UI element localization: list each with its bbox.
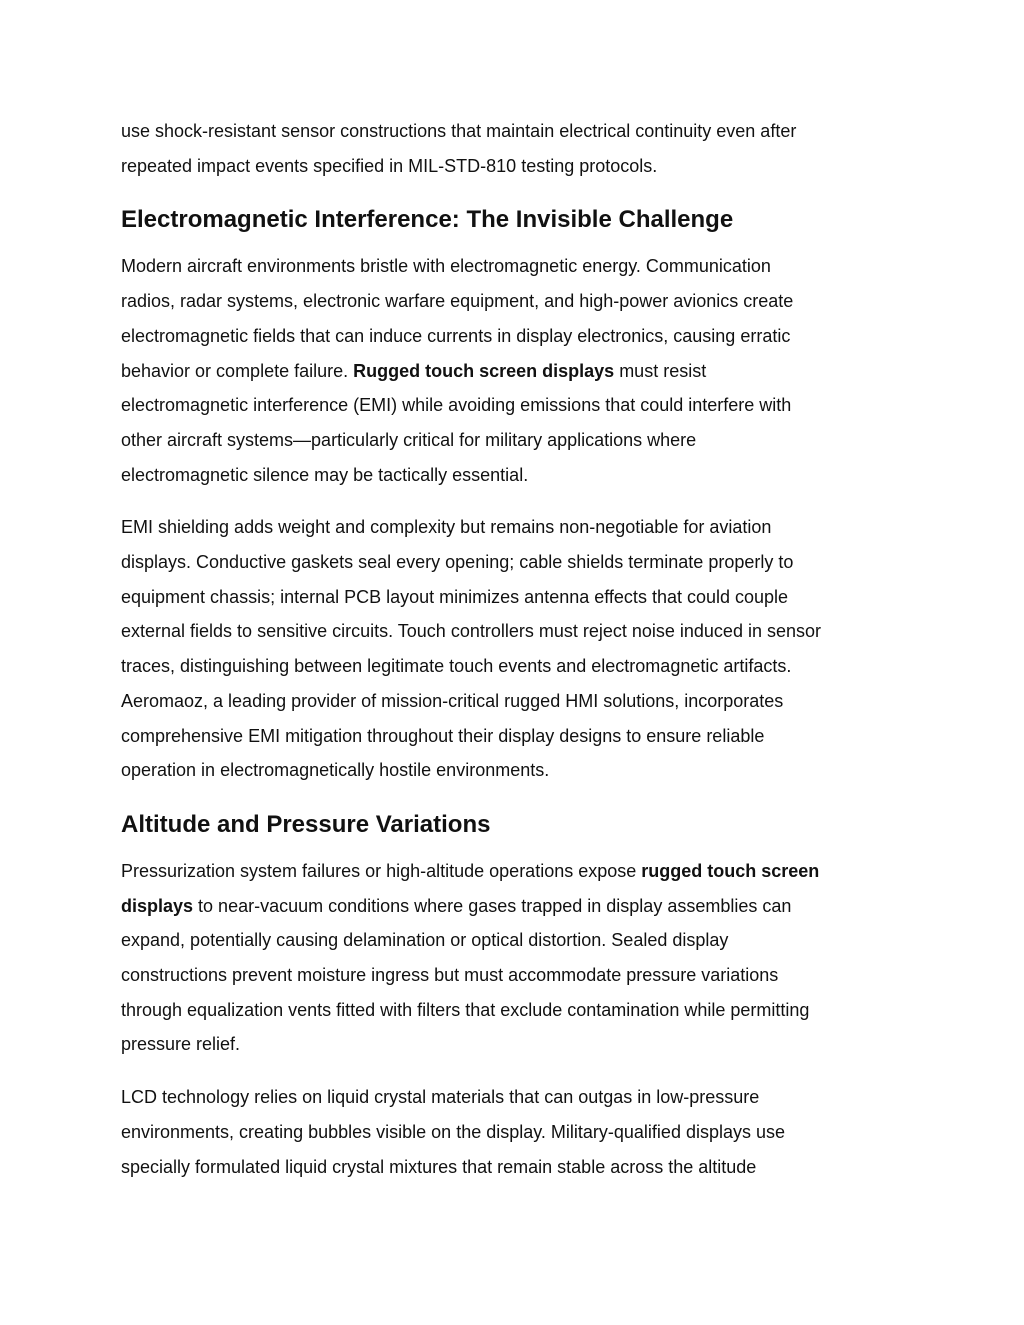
text-line: through equalization vents fitted with filters that exclude contamination while permitting	[121, 999, 810, 1020]
altitude-paragraph-2	[121, 1080, 921, 1184]
text-run: to near-vacuum conditions where gases trapped in display assemblies can	[193, 895, 792, 916]
text-line: Aeromaoz, a leading provider of mission-critical rugged HMI solutions, incorporates	[121, 690, 784, 711]
text-run: must resist	[614, 360, 707, 381]
section-heading-altitude: Altitude and Pressure Variations	[121, 810, 491, 838]
text-line: EMI shielding adds weight and complexity but remains non-negotiable for aviation	[121, 517, 772, 538]
text-line: expand, potentially causing delamination or optical distortion. Sealed display	[121, 930, 729, 951]
text-line: external fields to sensitive circuits. Touch controllers must reject noise induced in sensor	[121, 621, 821, 642]
intro-paragraph	[121, 114, 921, 183]
bold-keyword: displays	[121, 895, 194, 916]
text-line: displays. Conductive gaskets seal every opening; cable shields terminate properly to	[121, 552, 794, 573]
bold-keyword: rugged touch screen	[641, 860, 820, 881]
text-line: electromagnetic silence may be tactically essential.	[121, 464, 529, 485]
text-line: radios, radar systems, electronic warfare equipment, and high-power avionics create	[121, 291, 794, 312]
text-run: Pressurization system failures or high-altitude operations expose	[121, 860, 642, 881]
text-run: behavior or complete failure.	[121, 360, 354, 381]
text-line: electromagnetic fields that can induce currents in display electronics, causing erratic	[121, 325, 791, 346]
text-line: electromagnetic interference (EMI) while avoiding emissions that could interfere with	[121, 395, 792, 416]
text-line: other aircraft systems—particularly critical for military applications where	[121, 429, 697, 450]
text-line: environments, creating bubbles visible on the display. Military-qualified displays use	[121, 1121, 786, 1142]
text-line: operation in electromagnetically hostile environments.	[121, 760, 550, 781]
text-line	[121, 354, 921, 389]
bold-keyword: Rugged touch screen displays	[353, 360, 615, 381]
text-line: traces, distinguishing between legitimate touch events and electromagnetic artifacts.	[121, 656, 792, 677]
altitude-paragraph-1	[121, 854, 921, 1062]
text-line: use shock-resistant sensor constructions that maintain electrical continuity even after	[121, 121, 797, 141]
text-line: specially formulated liquid crystal mixtures that remain stable across the altitude	[121, 1156, 757, 1177]
text-line: constructions prevent moisture ingress but must accommodate pressure variations	[121, 965, 779, 986]
text-line: Modern aircraft environments bristle with electromagnetic energy. Communication	[121, 256, 771, 277]
document-page	[121, 114, 921, 1184]
section-heading-emi: Electromagnetic Interference: The Invisible Challenge	[121, 206, 734, 234]
text-line	[121, 854, 921, 889]
text-line: pressure relief.	[121, 1034, 241, 1055]
emi-paragraph-1	[121, 249, 921, 492]
text-line: LCD technology relies on liquid crystal materials that can outgas in low-pressure	[121, 1087, 760, 1108]
text-line: repeated impact events specified in MIL-STD-810 testing protocols.	[121, 155, 658, 176]
text-line: equipment chassis; internal PCB layout minimizes antenna effects that could couple	[121, 586, 789, 607]
text-line	[121, 889, 921, 924]
emi-paragraph-2	[121, 510, 921, 788]
text-line: comprehensive EMI mitigation throughout their display designs to ensure reliable	[121, 725, 765, 746]
